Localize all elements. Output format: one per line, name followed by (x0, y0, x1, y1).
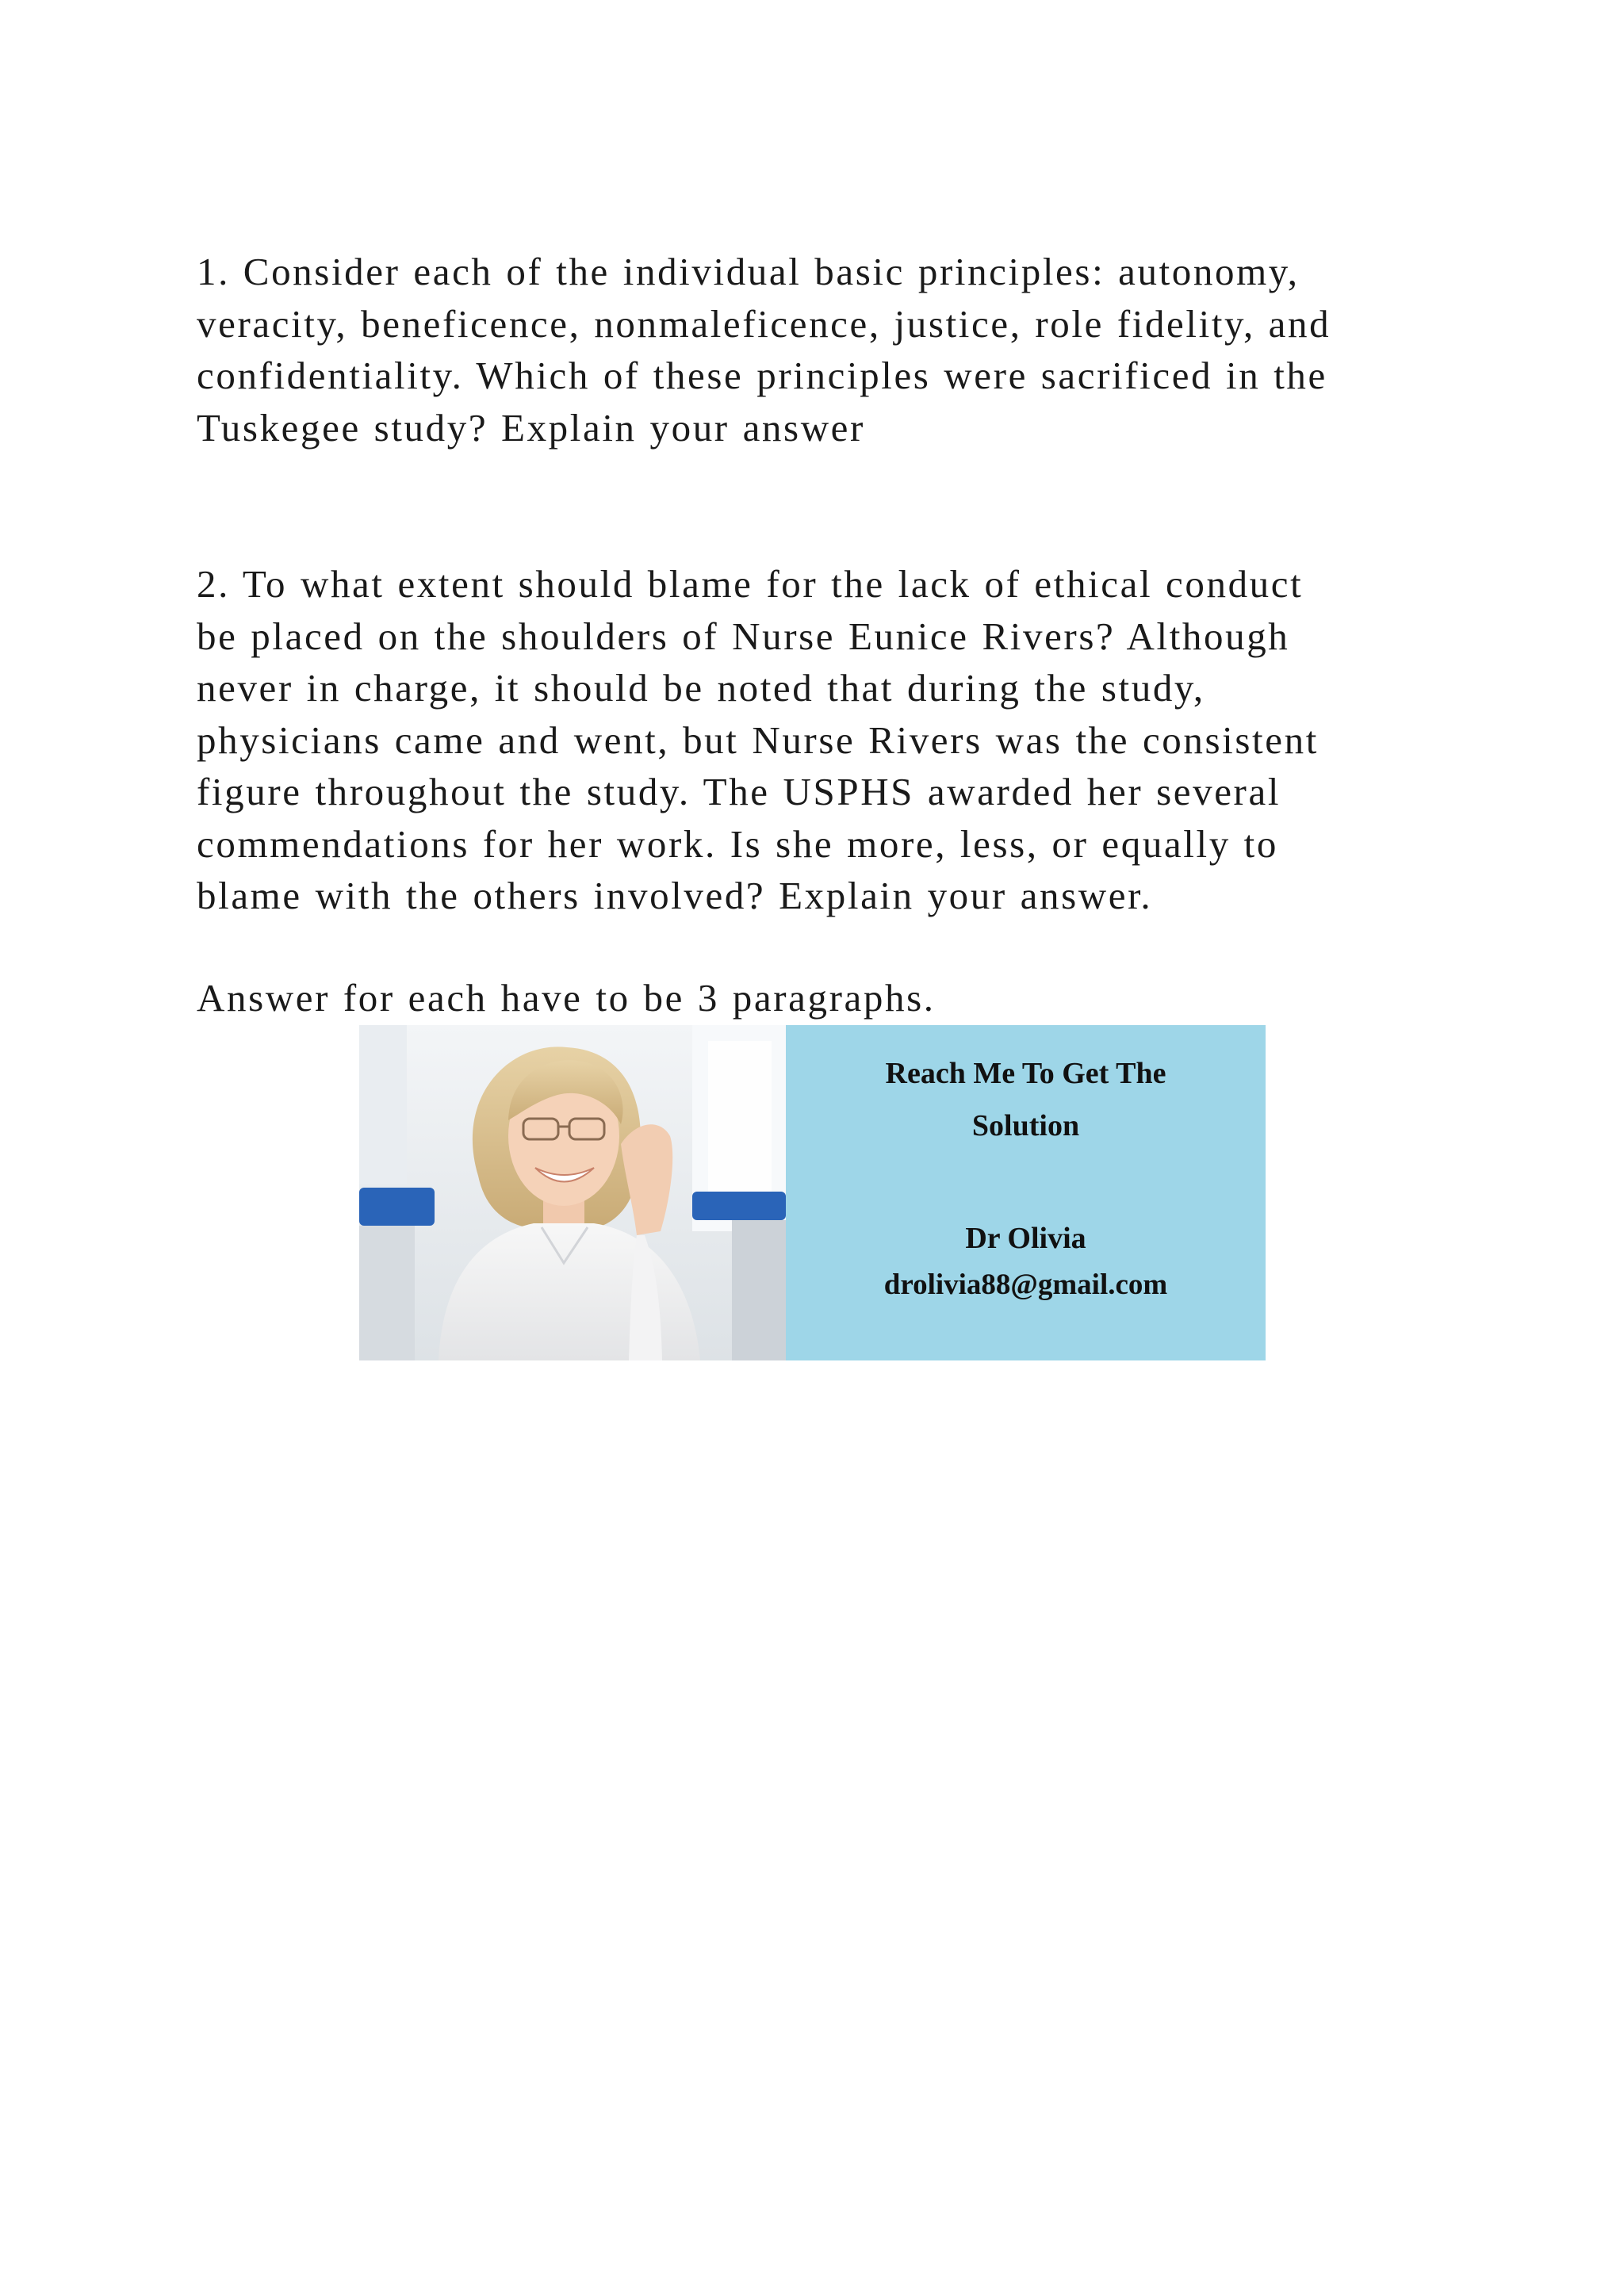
cta-heading (786, 1047, 1266, 1152)
question-1-line: 1. Consider each of the individual basic principles: autonomy, (197, 250, 1300, 293)
question-2-line: never in charge, it should be noted that during the study, (197, 666, 1205, 710)
contact-email: drolivia88@gmail.com (883, 1269, 1168, 1301)
question-1 (197, 246, 1434, 453)
question-2 (197, 558, 1434, 922)
question-2-line: blame with the others involved? Explain your answer. (197, 874, 1153, 917)
contact-name: Dr Olivia (965, 1222, 1086, 1255)
question-1-line: veracity, beneficence, nonmaleficence, justice, role fidelity, and (197, 301, 1331, 346)
question-1-line: Tuskegee study? Explain your answer (197, 405, 865, 450)
question-2-line: 2. To what extent should blame for the lack of ethical conduct (197, 562, 1304, 606)
cta-line: Solution (971, 1109, 1080, 1142)
contact-info-panel (786, 1025, 1266, 1360)
instruction-line: Answer for each have to be 3 paragraphs. (197, 976, 936, 1020)
cta-line: Reach Me To Get The (885, 1057, 1166, 1090)
question-1-line: confidentiality. Which of these principles were sacrificed in the (197, 354, 1327, 397)
instruction-text (197, 972, 1434, 1024)
question-2-line: commendations for her work. Is she more, less, or equally to (197, 821, 1278, 866)
question-2-line: be placed on the shoulders of Nurse Eunice Rivers? Although (197, 614, 1290, 658)
woman-with-glasses-photo (359, 1025, 786, 1360)
question-2-line: physicians came and went, but Nurse Rivers was the consistent (197, 718, 1319, 762)
contact-banner (359, 1025, 1266, 1360)
photo-illustration (359, 1025, 786, 1360)
question-2-line: figure throughout the study. The USPHS awarded her several (197, 770, 1281, 813)
